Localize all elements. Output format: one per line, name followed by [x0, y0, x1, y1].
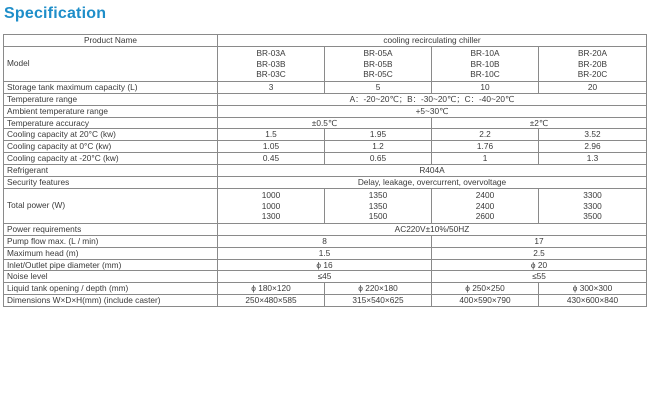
row-label: Cooling capacity at 20°C (kw)	[4, 129, 218, 141]
specification-table	[3, 34, 647, 307]
table-cell: 1.5	[218, 247, 432, 259]
table-cell: 3	[218, 81, 325, 93]
table-cell: 400×590×790	[432, 295, 539, 307]
table-cell: 315×540×625	[325, 295, 432, 307]
table-cell: 20	[539, 81, 647, 93]
row-label: Model	[4, 46, 218, 81]
table-cell: ±2℃	[432, 117, 647, 129]
table-cell: 430×600×840	[539, 295, 647, 307]
table-row-power-requirements	[4, 223, 647, 235]
table-cell: ϕ 180×120	[218, 283, 325, 295]
table-row-cooling-20	[4, 129, 647, 141]
table-row-cooling-minus-20	[4, 153, 647, 165]
row-label: Refrigerant	[4, 165, 218, 177]
table-cell: 0.45	[218, 153, 325, 165]
table-cell: 1.5	[218, 129, 325, 141]
table-cell: ϕ 300×300	[539, 283, 647, 295]
table-cell: R404A	[218, 165, 647, 177]
table-cell: 2.2	[432, 129, 539, 141]
row-label: Temperature accuracy	[4, 117, 218, 129]
table-cell: BR-20A BR-20B BR-20C	[539, 46, 647, 81]
table-row-security	[4, 177, 647, 189]
table-row-max-head	[4, 247, 647, 259]
table-cell: ≤55	[432, 271, 647, 283]
row-label: Liquid tank opening / depth (mm)	[4, 283, 218, 295]
table-cell: BR-10A BR-10B BR-10C	[432, 46, 539, 81]
table-cell: 0.65	[325, 153, 432, 165]
table-cell: 1.3	[539, 153, 647, 165]
table-cell: ϕ 20	[432, 259, 647, 271]
table-cell: cooling recirculating chiller	[218, 35, 647, 47]
table-cell: Delay, leakage, overcurrent, overvoltage	[218, 177, 647, 189]
row-label: Power requirements	[4, 223, 218, 235]
table-row-total-power	[4, 188, 647, 223]
table-cell: BR-03A BR-03B BR-03C	[218, 46, 325, 81]
table-cell: +5~30℃	[218, 105, 647, 117]
table-cell: 1.76	[432, 141, 539, 153]
table-cell: 2400 2400 2600	[432, 188, 539, 223]
row-label: Cooling capacity at -20°C (kw)	[4, 153, 218, 165]
table-cell: A：-20~20℃；B：-30~20℃；C：-40~20℃	[218, 93, 647, 105]
table-cell: ±0.5℃	[218, 117, 432, 129]
page-title: Specification	[4, 5, 107, 22]
table-row-pump-flow	[4, 235, 647, 247]
table-cell: 3.52	[539, 129, 647, 141]
table-row-dimensions	[4, 295, 647, 307]
table-cell: ϕ 16	[218, 259, 432, 271]
table-row-refrigerant	[4, 165, 647, 177]
row-label: Product Name	[4, 35, 218, 47]
table-row-cooling-0	[4, 141, 647, 153]
table-row-ambient	[4, 105, 647, 117]
row-label: Noise level	[4, 271, 218, 283]
table-cell: 2.5	[432, 247, 647, 259]
row-label: Cooling capacity at 0°C (kw)	[4, 141, 218, 153]
table-cell: 5	[325, 81, 432, 93]
row-label: Security features	[4, 177, 218, 189]
table-cell: 1.95	[325, 129, 432, 141]
table-row-temperature-range	[4, 93, 647, 105]
row-label: Maximum head (m)	[4, 247, 218, 259]
table-cell: 1.05	[218, 141, 325, 153]
row-label: Inlet/Outlet pipe diameter (mm)	[4, 259, 218, 271]
table-cell: 250×480×585	[218, 295, 325, 307]
table-cell: 2.96	[539, 141, 647, 153]
table-row-tank-opening	[4, 283, 647, 295]
table-cell: 1000 1000 1300	[218, 188, 325, 223]
table-cell: ϕ 250×250	[432, 283, 539, 295]
table-cell: ≤45	[218, 271, 432, 283]
table-row-storage	[4, 81, 647, 93]
row-label: Total power (W)	[4, 188, 218, 223]
row-label: Dimensions W×D×H(mm) (include caster)	[4, 295, 218, 307]
table-row-model	[4, 46, 647, 81]
table-cell: 8	[218, 235, 432, 247]
table-row-accuracy	[4, 117, 647, 129]
table-cell: 3300 3300 3500	[539, 188, 647, 223]
table-row-noise	[4, 271, 647, 283]
table-cell: 10	[432, 81, 539, 93]
table-cell: 1350 1350 1500	[325, 188, 432, 223]
row-label: Pump flow max. (L / min)	[4, 235, 218, 247]
table-cell: BR-05A BR-05B BR-05C	[325, 46, 432, 81]
row-label: Temperature range	[4, 93, 218, 105]
table-row-product-name	[4, 35, 647, 47]
row-label: Ambient temperature range	[4, 105, 218, 117]
row-label: Storage tank maximum capacity (L)	[4, 81, 218, 93]
table-cell: ϕ 220×180	[325, 283, 432, 295]
table-cell: AC220V±10%/50HZ	[218, 223, 647, 235]
table-row-pipe-diameter	[4, 259, 647, 271]
table-cell: 17	[432, 235, 647, 247]
table-cell: 1	[432, 153, 539, 165]
table-cell: 1.2	[325, 141, 432, 153]
